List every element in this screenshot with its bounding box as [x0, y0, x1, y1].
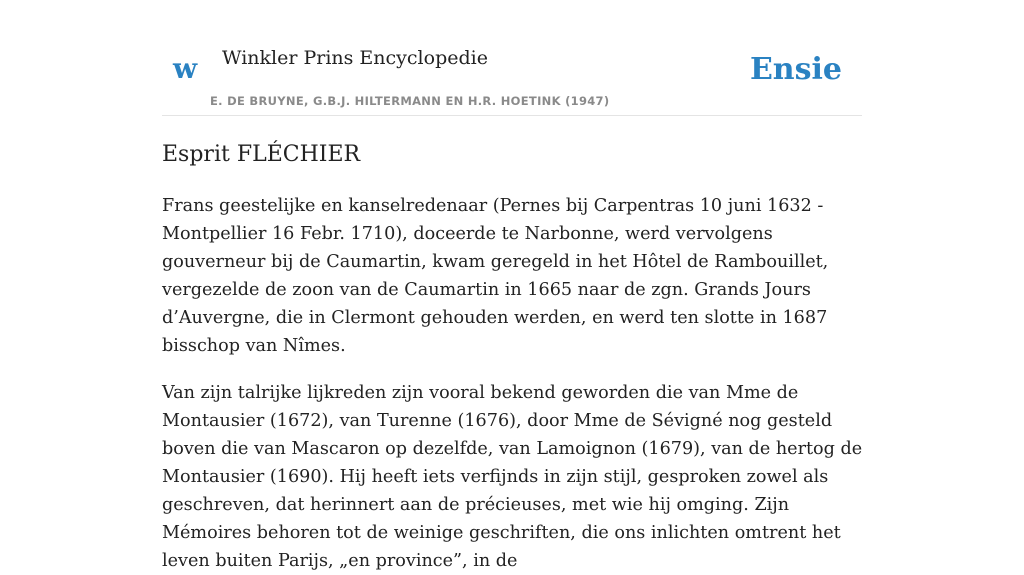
brand-logo-link[interactable]: Ensie	[749, 52, 842, 87]
publication-logo: w	[173, 52, 198, 85]
article-paragraph: Van zijn talrijke lijkreden zijn vooral bekend geworden die van Mme de Montausier (1672), van Turenne (1676), door Mme de Sévigné nog gesteld boven die van Mascaron op dezelfde, van Lamoignon (1679), van de hertog de Montausier (1690). Hij heeft iets verfijnds in zijn stijl, gesproken zowel als geschreven, dat herinnert aan de précieuses, met wie hij omging. Zijn Mémoires behoren tot de weinige geschriften, die ons inlichten omtrent het leven buiten Parijs, „en province”, in de	[162, 383, 863, 571]
publication-header	[162, 0, 862, 116]
article	[162, 138, 866, 575]
publication-title[interactable]: Winkler Prins Encyclopedie	[222, 47, 488, 69]
article-title: Esprit FLÉCHIER	[162, 142, 361, 167]
publication-authors: E. DE BRUYNE, G.B.J. HILTERMANN EN H.R. HOETINK (1947)	[210, 94, 610, 108]
article-paragraph: Frans geestelijke en kanselredenaar (Pernes bij Carpentras 10 juni 1632 - Montpellier 16 Febr. 1710), doceerde te Narbonne, werd vervolgens gouverneur bij de Caumartin, kwam geregeld in het Hôtel de Rambouillet, vergezelde de zoon van de Caumartin in 1665 naar de zgn. Grands Jours d’Auvergne, die in Clermont gehouden werden, en werd ten slotte in 1687 bisschop van Nîmes.	[162, 196, 829, 356]
